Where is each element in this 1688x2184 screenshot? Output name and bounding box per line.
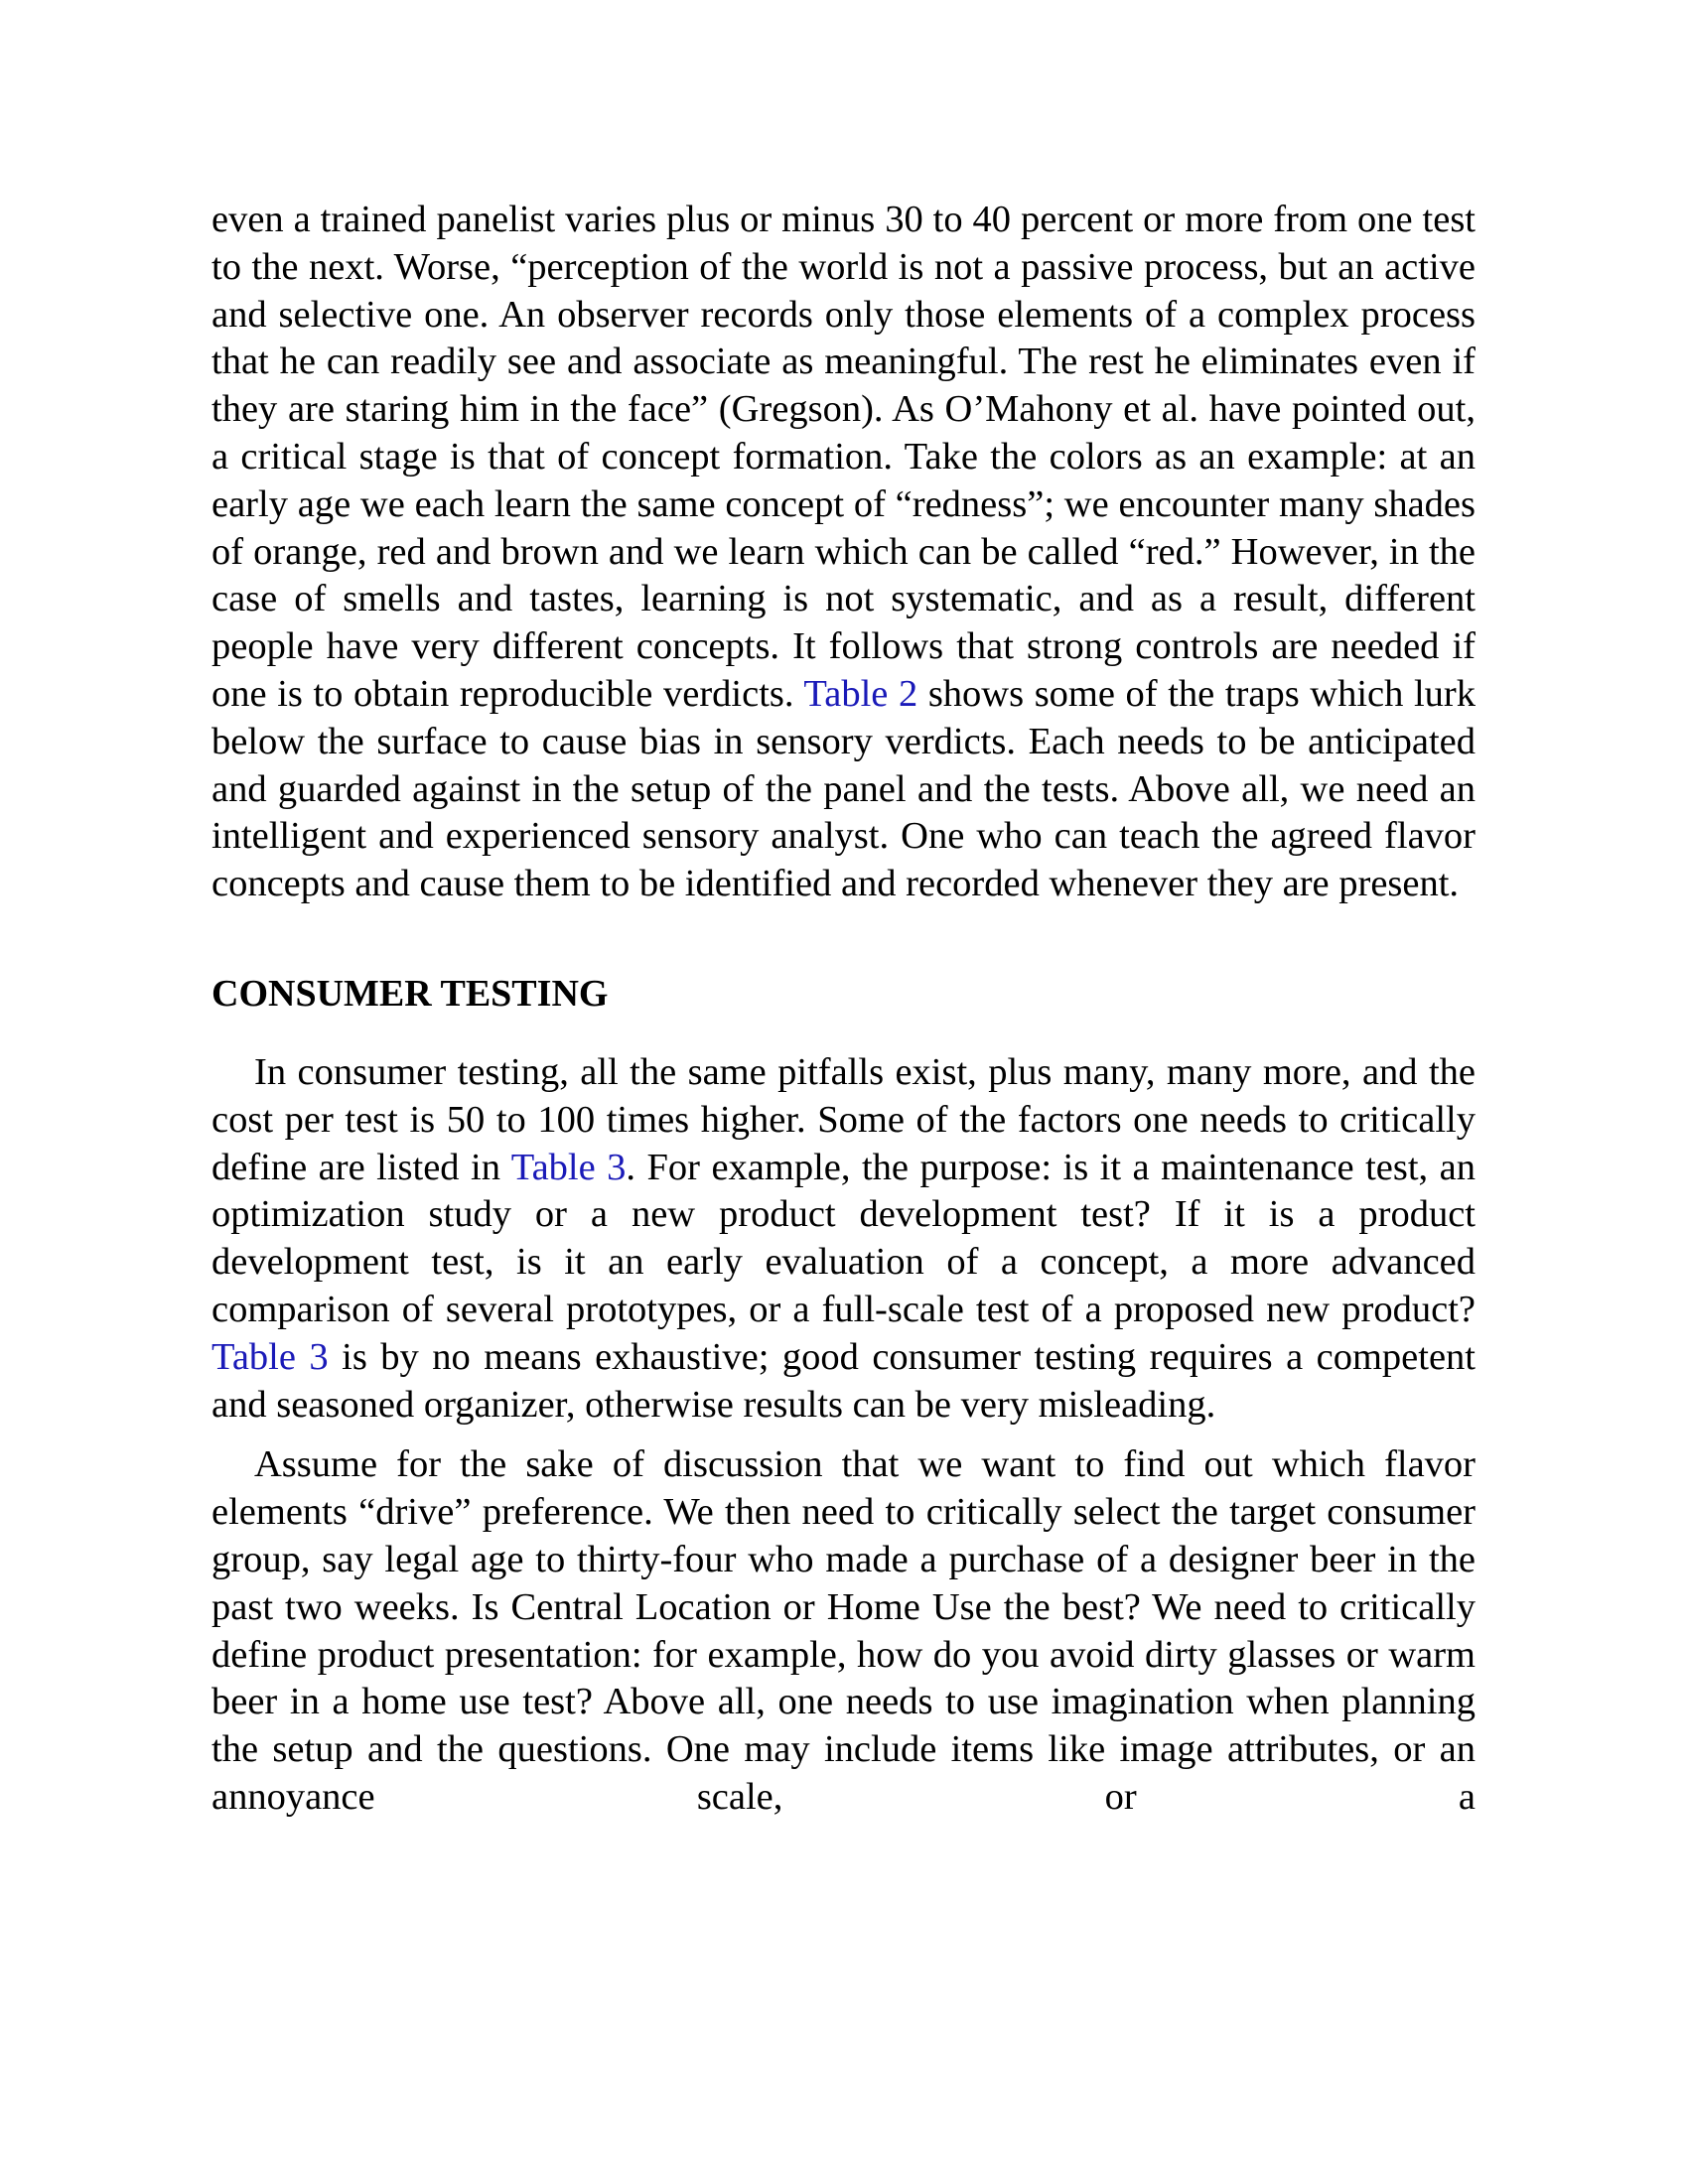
section-heading-consumer-testing: CONSUMER TESTING [211,972,609,1015]
paragraph-flavor-preference [211,1441,1476,1821]
paragraph-consumer-testing [211,1049,1476,1429]
paragraph-text: is by no means exhaustive; good consumer testing requires a competent and seasoned organizer, otherwise results can be very misleading. [211,1335,1477,1426]
paragraph-text: In consumer testing, all the same pitfalls exist, plus many, many more, and the cost per test is 50 to 100 times higher. Some of the factors one needs to critically define are listed in [211,1050,1476,1188]
paragraph-text: even a trained panelist varies plus or minus 30 to 40 percent or more from one test to the next. Worse, “perception of the world is not a passive process, but an active and selective one. An observer records only those elements of a complex process that he can readily see and associate as meaningful. The rest he eliminates even if they are staring him in the face” (Gregson). As O’Mahony et al. have pointed out, a critical stage is that of concept formation. Take the colors as an example: at an early age we each learn the same concept of “redness”; we encounter many shades of orange, red and brown and we learn which can be called “red.” However, in the case of smells and tastes, learning is not systematic, and as a result, different people have very different concepts. It follows that strong controls are needed if one is to obtain reproducible verdicts. [211,199,1476,715]
table-2-link[interactable]: Table 2 [803,672,918,715]
paragraph-sensory-panel [211,197,1476,908]
table-3-link[interactable]: Table 3 [211,1335,329,1378]
paragraph-text: . For example, the purpose: is it a maintenance test, an optimization study or a new product development test? If it is a product development test, is it an early evaluation of a concept, a more advanced comparison of several prototypes, or a full-scale test of a proposed new product? [211,1146,1476,1330]
table-3-link[interactable]: Table 3 [510,1146,627,1188]
document-page [211,197,1476,1822]
paragraph-text: Assume for the sake of discussion that we want to find out which flavor elements “drive” preference. We then need to critically select the target consumer group, say legal age to thirty-four who made a purchase of a designer beer in the past two weeks. Is Central Location or Home Use the best? We need to critically define product presentation: for example, how do you avoid dirty glasses or warm beer in a home use test? Above all, one needs to use imagination when planning the setup and the questions. One may include items like image attributes, or an annoyance scale, or a [211,1443,1476,1818]
paragraph-text: shows some of the traps which lurk below the surface to cause bias in sensory verdicts. Each needs to be anticipated and guarded against in the setup of the panel and the tests. Above all, we need an intelligent and experienced sensory analyst. One who can teach the agreed flavor concepts and cause them to be identified and recorded whenever they are present. [211,672,1477,905]
